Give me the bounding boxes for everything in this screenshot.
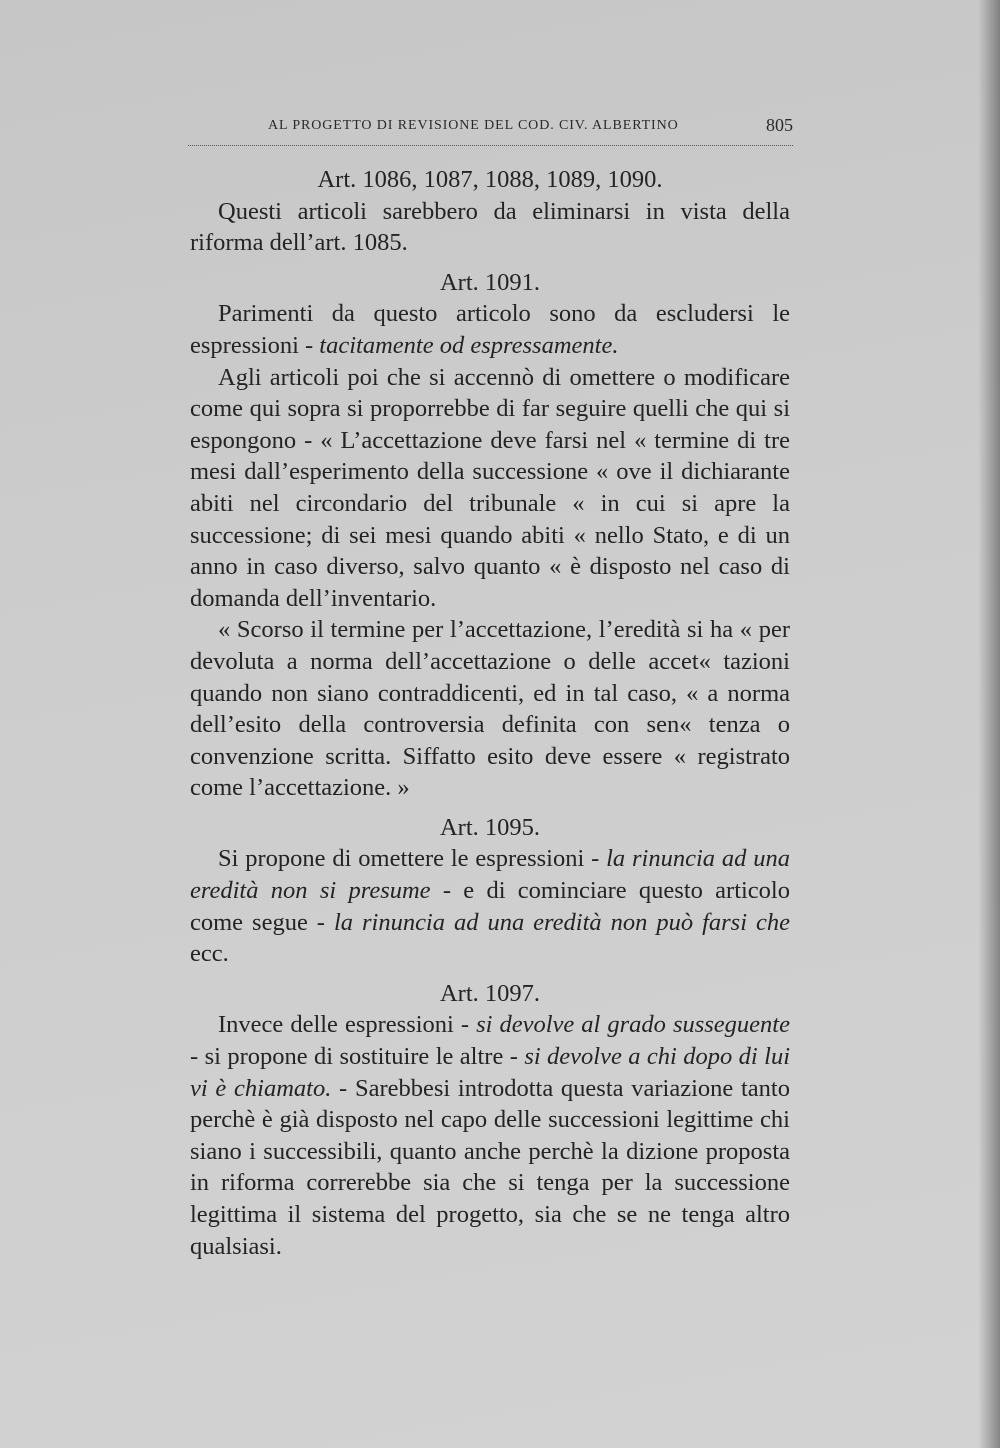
article-heading-1086: Art. 1086, 1087, 1088, 1089, 1090. — [317, 166, 663, 193]
article-paragraph — [190, 1009, 790, 1262]
header-rule — [188, 145, 793, 146]
italic-phrase: la rinuncia ad una eredità non può farsi che — [333, 908, 791, 936]
paragraph-text: Parimenti da questo articolo sono da escludersi le espressioni - — [190, 300, 790, 359]
page-number: 805 — [766, 115, 793, 135]
page-body — [190, 164, 790, 1262]
paragraph-text: - si propone di sostituire le altre - — [190, 1043, 525, 1071]
article-paragraph — [190, 298, 790, 361]
paragraph-text: - Sarebbesi introdotta questa variazione tanto perchè è già disposto nel capo delle successioni legittime chi siano i successibili, quanto anche perchè la dizione proposta in riforma correrebbe sia che si tenga per la successione legittima il sistema del progetto, sia che se ne tenga altro qualsiasi. — [190, 1074, 790, 1260]
article-heading-1097: Art. 1097. — [439, 979, 541, 1007]
article-paragraph: « Scorso il termine per l’accettazione, l’eredità si ha « per devoluta a norma dell’accettazione o delle accet« tazioni quando non siano contraddicenti, ed in tal caso, « a norma dell’esito della controversia definita con sen« tenza o convenzione scritta. Siffatto esito deve essere « registrato come l’accettazione. » — [190, 616, 790, 802]
paragraph-text: - e di cominciare questo articolo come segue - — [190, 877, 790, 936]
page-gutter-shadow — [978, 0, 1000, 1448]
paragraph-text: Si propone di omettere le espressioni - — [218, 845, 607, 873]
running-head-title: AL PROGETTO DI REVISIONE DEL COD. CIV. ALBERTINO — [268, 118, 679, 133]
italic-phrase: tacitamente od espressamente. — [319, 331, 619, 359]
italic-phrase: si devolve al grado susseguente — [476, 1011, 790, 1039]
italic-phrase: si devolve a chi dopo di lui vi è chiamato. — [190, 1043, 791, 1102]
article-paragraph: Questi articoli sarebbero da eliminarsi in vista della riforma dell’art. 1085. — [190, 197, 790, 257]
paragraph-text: ecc. — [190, 940, 229, 968]
article-heading-1095: Art. 1095. — [439, 813, 541, 841]
paragraph-text: Invece delle espressioni - — [218, 1011, 477, 1039]
article-paragraph — [190, 843, 790, 969]
article-paragraph: Agli articoli poi che si accennò di omettere o modificare come qui sopra si proporrebbe di far seguire quelli che qui si espongono - « L’accettazione deve farsi nel « termine di tre mesi dall’esperimento della successione « ove il dichiarante abiti nel circondario del tribunale « in cui si apre la successione; di sei mesi quando abiti « nello Stato, e di un anno in caso diverso, salvo quanto « è disposto nel caso di domanda dell’inventario. — [190, 363, 790, 612]
article-heading-1091: Art. 1091. — [439, 268, 541, 296]
italic-phrase: la rinuncia ad una eredità non si presume — [190, 845, 790, 905]
